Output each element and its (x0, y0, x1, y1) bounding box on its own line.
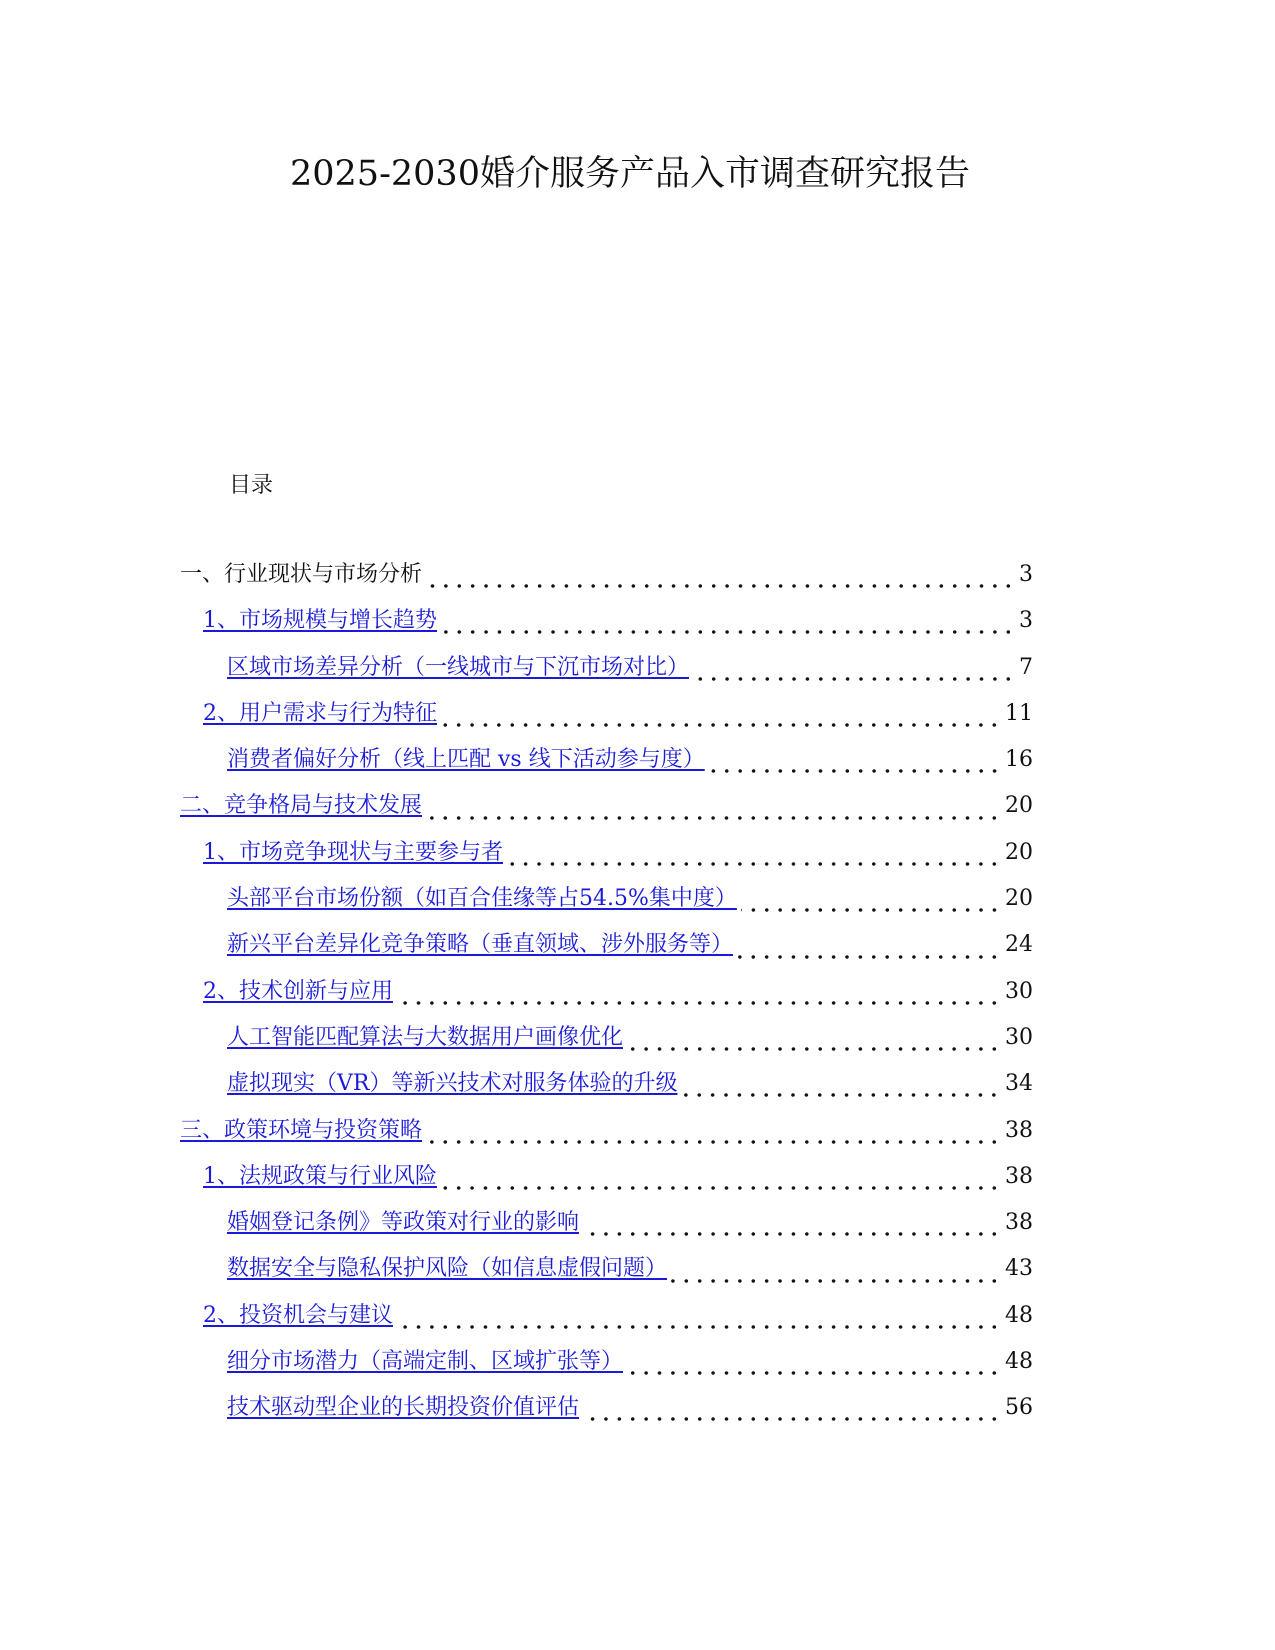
toc-entry-link[interactable]: 区域市场差异分析（一线城市与下沉市场对比） (227, 654, 690, 680)
toc-entry-link[interactable]: 婚姻登记条例》等政策对行业的影响 (227, 1210, 580, 1236)
toc-entry[interactable] (180, 927, 1033, 973)
toc-entry[interactable] (180, 835, 1033, 881)
toc-entry-link[interactable]: 数据安全与隐私保护风险（如信息虚假问题） (227, 1256, 668, 1282)
toc-entry[interactable] (180, 696, 1033, 742)
dot-leader (583, 1416, 1001, 1422)
toc-entry-link[interactable]: 2、投资机会与建议 (203, 1302, 393, 1328)
toc-heading: 目录 (229, 473, 274, 498)
toc-entry-link[interactable]: 三、政策环境与投资策略 (180, 1117, 423, 1143)
toc-page-number: 3 (1019, 608, 1033, 634)
toc-entry-link[interactable]: 消费者偏好分析（线上匹配 vs 线下活动参与度） (227, 747, 705, 773)
toc-entry[interactable] (180, 1066, 1033, 1112)
toc-entry[interactable] (180, 1344, 1033, 1390)
toc-page-number: 34 (1005, 1071, 1033, 1097)
dot-leader (507, 861, 1001, 867)
dot-leader (441, 629, 1015, 635)
toc-page-number: 30 (1005, 978, 1033, 1004)
toc-entry-link[interactable]: 1、法规政策与行业风险 (203, 1163, 437, 1189)
dot-leader (441, 1185, 1001, 1191)
dot-leader (709, 768, 1001, 774)
dot-leader (397, 1324, 1001, 1330)
toc-entry-link[interactable]: 一、行业现状与市场分析 (180, 562, 423, 587)
dot-leader (426, 815, 1001, 821)
toc-entry[interactable] (180, 650, 1033, 696)
toc-entry[interactable] (180, 557, 1033, 603)
toc-entry[interactable] (180, 742, 1033, 788)
dot-leader (627, 1370, 1001, 1376)
toc-entry-link[interactable]: 技术驱动型企业的长期投资价值评估 (227, 1395, 580, 1421)
toc-entry[interactable] (180, 1205, 1033, 1251)
dot-leader (741, 907, 1001, 913)
toc-page-number: 3 (1019, 562, 1033, 587)
toc-page-number: 20 (1005, 793, 1033, 819)
toc-entry[interactable] (180, 1113, 1033, 1159)
dot-leader (681, 1092, 1001, 1098)
toc-entry-link[interactable]: 新兴平台差异化竞争策略（垂直领域、涉外服务等） (227, 932, 734, 958)
toc-entry-link[interactable]: 2、用户需求与行为特征 (203, 700, 437, 726)
toc-page-number: 20 (1005, 839, 1033, 865)
toc-entry-link[interactable]: 虚拟现实（VR）等新兴技术对服务体验的升级 (227, 1071, 678, 1097)
dot-leader (397, 1000, 1001, 1006)
toc-entry[interactable] (180, 1390, 1033, 1436)
dot-leader (737, 954, 1001, 960)
toc-entry-link[interactable]: 头部平台市场份额（如百合佳缘等占54.5%集中度） (227, 886, 737, 912)
toc-page-number: 30 (1005, 1024, 1033, 1050)
document-title: 2025-2030婚介服务产品入市调查研究报告 (290, 154, 970, 194)
toc-entry-link[interactable]: 2、技术创新与应用 (203, 978, 393, 1004)
toc-page-number: 43 (1005, 1256, 1033, 1282)
toc-entry[interactable] (180, 1298, 1033, 1344)
dot-leader (671, 1278, 1001, 1284)
toc-page-number: 7 (1019, 654, 1033, 680)
toc-entry-link[interactable]: 二、竞争格局与技术发展 (180, 793, 423, 819)
toc-page-number: 38 (1005, 1117, 1033, 1143)
toc-page-number: 16 (1005, 747, 1033, 773)
toc-entry-link[interactable]: 细分市场潜力（高端定制、区域扩张等） (227, 1349, 624, 1375)
toc-page-number: 48 (1005, 1302, 1033, 1328)
toc-page-number: 56 (1005, 1395, 1033, 1421)
toc-page-number: 38 (1005, 1163, 1033, 1189)
toc-entry[interactable] (180, 974, 1033, 1020)
dot-leader (693, 676, 1015, 682)
toc-page-number: 38 (1005, 1210, 1033, 1236)
toc-entry[interactable] (180, 1159, 1033, 1205)
toc-page-number: 11 (1005, 700, 1033, 726)
toc-page-number: 48 (1005, 1349, 1033, 1375)
toc-entry[interactable] (180, 1251, 1033, 1297)
toc-page-number: 20 (1005, 886, 1033, 912)
toc-entry[interactable] (180, 1020, 1033, 1066)
dot-leader (426, 1139, 1001, 1145)
dot-leader (426, 583, 1015, 589)
dot-leader (583, 1231, 1001, 1237)
toc-page-number: 24 (1005, 932, 1033, 958)
toc-entry[interactable] (180, 603, 1033, 649)
toc-entry[interactable] (180, 881, 1033, 927)
toc-entry-link[interactable]: 1、市场竞争现状与主要参与者 (203, 839, 503, 865)
toc-entry-link[interactable]: 人工智能匹配算法与大数据用户画像优化 (227, 1024, 624, 1050)
dot-leader (627, 1046, 1001, 1052)
toc-entry-link[interactable]: 1、市场规模与增长趋势 (203, 608, 437, 634)
table-of-contents (180, 557, 1033, 1437)
toc-entry[interactable] (180, 788, 1033, 834)
dot-leader (441, 722, 1001, 728)
